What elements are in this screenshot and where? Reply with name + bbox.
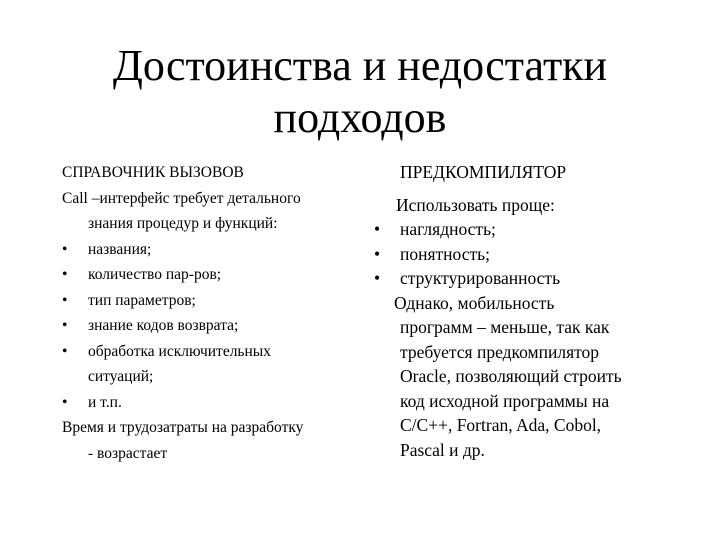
right-bullet-2 xyxy=(374,242,674,267)
left-bullet-6 xyxy=(62,390,362,416)
bullet-icon: • xyxy=(62,342,68,360)
left-bullet-text: тип параметров; xyxy=(88,291,196,309)
left-bullet-5-continuation xyxy=(62,364,362,390)
right-bullet-3 xyxy=(374,266,674,291)
right-para-line-1: Однако, мобильность xyxy=(394,292,555,313)
right-bullet-1 xyxy=(374,217,674,242)
left-bullet-1 xyxy=(62,237,362,263)
left-heading: СПРАВОЧНИК ВЫЗОВОВ xyxy=(62,164,244,181)
slide-title-line-2: подходов xyxy=(273,93,447,142)
slide-title xyxy=(0,40,720,144)
bullet-icon: • xyxy=(374,219,381,239)
bullet-icon: • xyxy=(374,268,381,288)
right-bullet-text: понятность; xyxy=(400,243,490,264)
left-closing-line-2: - возрастает xyxy=(88,444,168,462)
bullet-icon: • xyxy=(62,291,68,309)
right-para-line-7: Pascal и др. xyxy=(400,439,485,460)
right-column xyxy=(374,160,674,462)
bullet-icon: • xyxy=(62,240,68,258)
left-column xyxy=(62,160,362,466)
left-intro-line-2: знания процедур и функций: xyxy=(88,215,278,232)
left-bullet-text: обработка исключительных xyxy=(88,342,271,360)
right-para-line-3: требуется предкомпилятор xyxy=(400,341,600,362)
right-intro: Использовать проще: xyxy=(396,194,555,215)
bullet-icon: • xyxy=(374,243,381,264)
bullet-icon: • xyxy=(62,266,68,283)
left-closing-line-1: Время и трудозатраты на разработку xyxy=(62,419,304,436)
left-bullet-text: количество пар-ров; xyxy=(88,266,222,283)
left-bullet-text: знание кодов возврата; xyxy=(88,317,239,334)
right-para-line-6: C/C++, Fortran, Ada, Cobol, xyxy=(400,415,602,435)
left-bullet-4 xyxy=(62,313,362,339)
right-para-line-4: Oracle, позволяющий строить xyxy=(400,366,622,386)
right-heading: ПРЕДКОМПИЛЯТОР xyxy=(400,162,567,182)
right-bullet-text: структурированность xyxy=(400,268,561,288)
right-para-line-2: программ – меньше, так как xyxy=(400,317,610,337)
left-intro-line-1: Call –интерфейс требует детального xyxy=(62,189,301,207)
right-para-line-5: код исходной программы на xyxy=(400,390,610,411)
left-bullet-text: названия; xyxy=(88,240,152,258)
bullet-icon: • xyxy=(62,317,68,334)
left-bullet-3 xyxy=(62,288,362,314)
left-bullet-text: и т.п. xyxy=(88,393,122,411)
left-bullet-2 xyxy=(62,262,362,288)
right-bullet-text: наглядность; xyxy=(400,219,496,239)
slide-title-line-1: Достоинства и недостатки xyxy=(112,41,608,90)
bullet-icon: • xyxy=(62,393,68,411)
left-bullet-text: ситуаций; xyxy=(88,368,154,385)
left-bullet-5 xyxy=(62,339,362,365)
